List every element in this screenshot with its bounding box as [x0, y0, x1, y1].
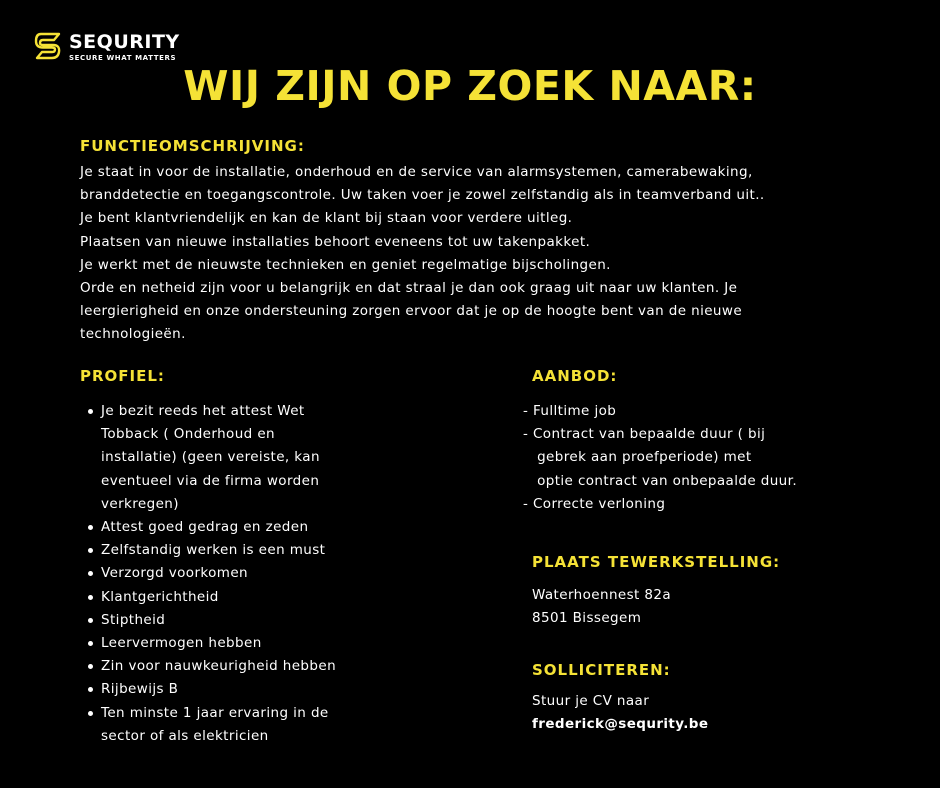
list-item-line: verkregen): [101, 495, 179, 512]
offer-list: [523, 400, 797, 516]
list-item-line: Ten minste 1 jaar ervaring in de: [101, 704, 329, 721]
location-title: PLAATS TEWERKSTELLING:: [532, 553, 781, 571]
apply-email-link[interactable]: frederick@sequrity.be: [532, 716, 709, 732]
description-line: Je staat in voor de installatie, onderhoud en de service van alarmsystemen, camerabewaking,: [80, 164, 753, 180]
description-line: Je bent klantvriendelijk en kan de klant bij staan voor verdere uitleg.: [80, 210, 573, 227]
list-item-line: Klantgerichtheid: [101, 588, 219, 605]
offer-line: - Fulltime job: [523, 403, 617, 419]
offer-line: gebrek aan proefperiode) met: [523, 449, 752, 466]
list-item: [84, 516, 384, 539]
offer-line: - Correcte verloning: [523, 495, 666, 512]
list-item: [84, 586, 384, 609]
headline: WIJ ZIJN OP ZOEK NAAR:: [183, 62, 757, 110]
description-line: technologieën.: [80, 326, 186, 343]
list-item-line: Rijbewijs B: [101, 681, 179, 698]
list-item: [84, 539, 384, 562]
list-item-line: Verzorgd voorkomen: [101, 565, 248, 582]
apply-text: Stuur je CV naar: [532, 693, 650, 709]
list-item-line: Zelfstandig werken is een must: [101, 542, 326, 559]
location-address: [532, 584, 671, 630]
brand-tagline: SECURE WHAT MATTERS: [69, 54, 177, 62]
description-text: [80, 161, 765, 347]
list-item: [84, 562, 384, 585]
list-item: [84, 632, 384, 655]
list-item-line: Zin voor nauwkeurigheid hebben: [101, 658, 337, 675]
address-line: 8501 Bissegem: [532, 610, 642, 627]
offer-line: - Contract van bepaalde duur ( bij: [523, 426, 766, 443]
list-item: [84, 678, 384, 701]
description-line: Plaatsen van nieuwe installaties behoort eveneens tot uw takenpakket.: [80, 233, 591, 250]
list-item-line: sector of als elektricien: [101, 727, 269, 744]
list-item: [84, 609, 384, 632]
list-item-line: Attest goed gedrag en zeden: [101, 519, 309, 536]
list-item: [84, 655, 384, 678]
address-line: Waterhoennest 82a: [532, 587, 672, 603]
s-shield-logo-icon: [33, 31, 63, 61]
list-item-line: Stiptheid: [101, 611, 166, 628]
list-item-line: installatie) (geen vereiste, kan: [101, 449, 320, 466]
list-item-line: Tobback ( Onderhoud en: [101, 426, 275, 443]
list-item-line: eventueel via de firma worden: [101, 472, 320, 489]
offer-title: AANBOD:: [532, 367, 618, 385]
description-line: Je werkt met de nieuwste technieken en geniet regelmatige bijscholingen.: [80, 256, 611, 273]
brand-name: SEQURITY: [69, 31, 180, 53]
description-line: Orde en netheid zijn voor u belangrijk en dat straal je dan ook graag uit naar uw klanten. Je: [80, 280, 738, 297]
description-line: branddetectie en toegangscontrole. Uw taken voer je zowel zelfstandig als in teamverband uit..: [80, 187, 765, 204]
brand-logo: [33, 31, 180, 62]
list-item-line: Leervermogen hebben: [101, 635, 262, 652]
offer-line: optie contract van onbepaalde duur.: [523, 472, 798, 489]
list-item-line: Je bezit reeds het attest Wet: [101, 403, 305, 419]
profile-list: [84, 400, 384, 748]
list-item: [84, 702, 384, 748]
apply-title: SOLLICITEREN:: [532, 661, 671, 679]
profile-title: PROFIEL:: [80, 367, 165, 385]
list-item: [84, 400, 384, 516]
description-line: leergierigheid en onze ondersteuning zorgen ervoor dat je op de hoogte bent van de nieuwe: [80, 303, 743, 320]
description-title: FUNCTIEOMSCHRIJVING:: [80, 137, 305, 155]
